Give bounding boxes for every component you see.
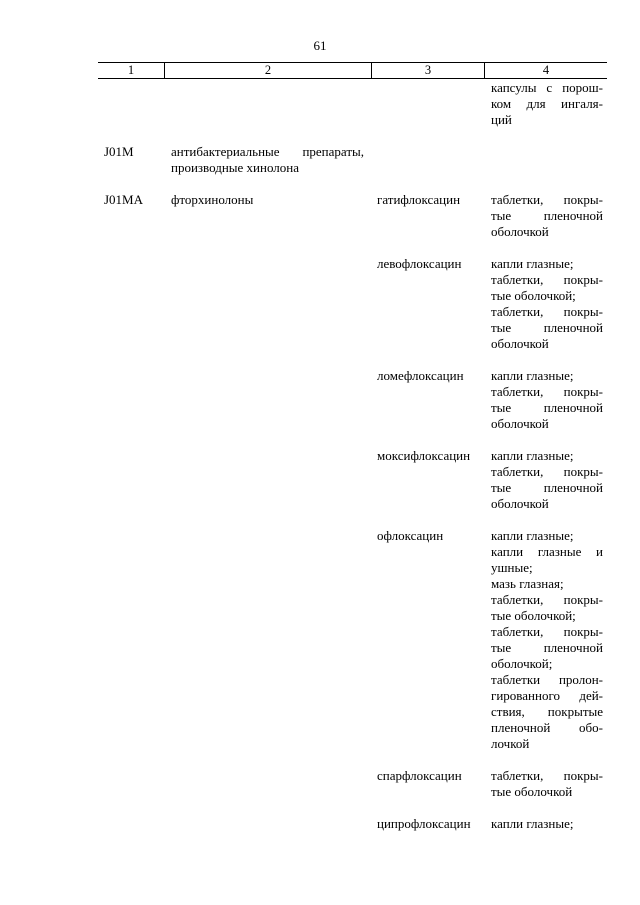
form-line: оболочкой <box>491 224 549 239</box>
form-line: таблетки, покры- <box>491 384 603 399</box>
form-line: тые оболочкой <box>491 784 573 799</box>
form-line: тые пленочной <box>491 400 603 415</box>
drug-name: спарфлоксацин <box>377 768 462 783</box>
drug-name: ципрофлоксацин <box>377 816 471 831</box>
column-header-3: 3 <box>424 63 432 77</box>
form-line: лочкой <box>491 736 530 751</box>
form-line: ком для ингаля- <box>491 96 603 111</box>
group-name: фторхинолоны <box>171 192 254 207</box>
form-line: капли глазные; <box>491 368 574 383</box>
form-line: тые оболочкой; <box>491 608 576 623</box>
form-line: тые пленочной <box>491 480 603 495</box>
form-line: тые оболочкой; <box>491 288 576 303</box>
form-line: тые пленочной <box>491 320 603 335</box>
form-line: капсулы с порош- <box>491 80 603 95</box>
form-line: таблетки, покры- <box>491 272 603 287</box>
drug-name: ломефлоксацин <box>377 368 464 383</box>
form-line: тые пленочной <box>491 208 603 223</box>
form-line: таблетки, покры- <box>491 592 603 607</box>
form-line: мазь глазная; <box>491 576 564 591</box>
form-line: капли глазные; <box>491 256 574 271</box>
column-header-1: 1 <box>127 63 135 77</box>
atc-code: J01MA <box>104 192 144 207</box>
form-line: оболочкой <box>491 416 549 431</box>
atc-code: J01M <box>104 144 134 159</box>
form-line: таблетки, покры- <box>491 624 603 639</box>
form-line: капли глазные и <box>491 544 603 559</box>
form-line: ствия, покрытые <box>491 704 603 719</box>
form-line: ушные; <box>491 560 533 575</box>
form-line: таблетки, покры- <box>491 192 603 207</box>
drug-name: офлоксацин <box>377 528 444 543</box>
drug-name: моксифлоксацин <box>377 448 471 463</box>
column-header-4: 4 <box>542 63 550 77</box>
table-header <box>98 62 607 79</box>
form-line: капли глазные; <box>491 528 574 543</box>
form-line: таблетки, покры- <box>491 768 603 783</box>
drug-name: гатифлоксацин <box>377 192 461 207</box>
form-line: оболочкой <box>491 496 549 511</box>
form-line: тые пленочной <box>491 640 603 655</box>
form-line: таблетки пролон- <box>491 672 603 687</box>
form-line: оболочкой <box>491 336 549 351</box>
form-line: ций <box>491 112 512 127</box>
form-line: пленочной обо- <box>491 720 603 735</box>
group-name-line: антибактериальные препараты, <box>171 144 364 159</box>
column-header-2: 2 <box>264 63 272 77</box>
form-line: капли глазные; <box>491 448 574 463</box>
form-line: таблетки, покры- <box>491 304 603 319</box>
form-line: оболочкой; <box>491 656 553 671</box>
drug-name: левофлоксацин <box>377 256 462 271</box>
form-line: капли глазные; <box>491 816 574 831</box>
form-line: таблетки, покры- <box>491 464 603 479</box>
page-number: 61 <box>313 38 327 53</box>
form-line: гированного дей- <box>491 688 603 703</box>
group-name-line: производные хинолона <box>171 160 300 175</box>
